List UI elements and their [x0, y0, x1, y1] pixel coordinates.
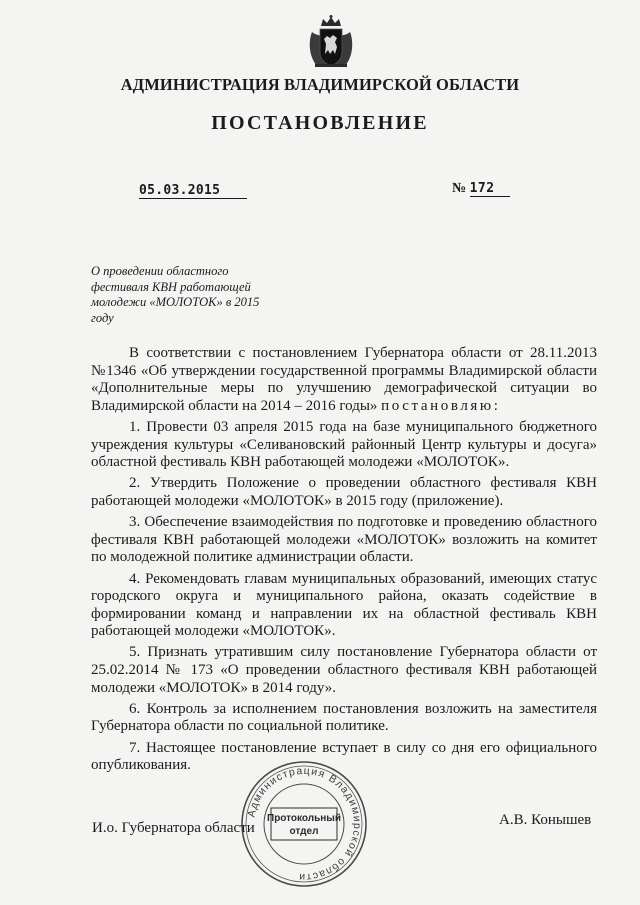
number-prefix: № — [452, 181, 467, 196]
signatory-name: А.В. Конышев — [499, 812, 592, 828]
signatory-title: И.о. Губернатора области — [92, 820, 255, 836]
subject-line: молодежи «МОЛОТОК» в 2015 — [91, 295, 260, 309]
decree-item-4: 4. Рекомендовать главам муниципальных образований, имеющих статус городского округа и муниципального района, оказать содействие в формировании команд и направлении их на областной фестиваль КВН работающей молодежи «МОЛОТОК». — [91, 570, 597, 640]
subject-line: О проведении областного — [91, 264, 229, 278]
decree-item-7: 7. Настоящее постановление вступает в силу со дня его официального опубликования. — [91, 739, 597, 774]
decree-item-5: 5. Признать утратившим силу постановление Губернатора области от 25.02.2014 № 173 «О проведении областного фестиваля КВН работающей молодежи «МОЛОТОК» в 2014 году». — [91, 644, 597, 696]
stamp-ring-text: Администрация Владимирской области — [245, 764, 364, 884]
organization-name: АДМИНИСТРАЦИЯ ВЛАДИМИРСКОЙ ОБЛАСТИ — [120, 75, 520, 94]
coat-of-arms-emblem — [304, 14, 358, 72]
decree-item-3: 3. Обеспечение взаимодействия по подготовке и проведению областного фестиваля КВН работающей молодежи «МОЛОТОК» возложить на комитет по молодежной политике администрации области. — [91, 514, 597, 566]
decree-number: 172 — [470, 181, 510, 197]
stamp-center-text: отдел — [289, 826, 319, 837]
subject-line: году — [91, 310, 114, 325]
decree-number-field — [452, 181, 510, 197]
decree-word: постановляю: — [381, 397, 501, 414]
stamp-center-text: Протокольный — [267, 813, 341, 824]
official-stamp — [238, 758, 370, 890]
decree-item-1: 1. Провести 03 апреля 2015 года на базе муниципального бюджетного учреждения культуры «Селивановский районный Центр культуры и досуга» областной фестиваль КВН работающей молодежи «МОЛОТОК». — [91, 418, 597, 471]
decree-body — [91, 345, 597, 778]
decree-date: 05.03.2015 — [139, 183, 247, 199]
subject-line: фестиваля КВН работающей — [91, 279, 251, 294]
decree-subject — [91, 264, 296, 326]
preamble-text: В соответствии с постановлением Губернатора области от 28.11.2013 №1346 «Об утверждении государственной программы Владимирской области «Дополнительные меры по улучшению демографической ситуации во Владимирской области на 2014 – 2016 годы» — [91, 345, 597, 414]
decree-item-2: 2. Утвердить Положение о проведении областного фестиваля КВН работающей молодежи «МОЛОТОК» в 2015 году (приложение). — [91, 475, 597, 509]
document-type-title: ПОСТАНОВЛЕНИЕ — [211, 112, 429, 134]
decree-item-6: 6. Контроль за исполнением постановления возложить на заместителя Губернатора области по социальной политике. — [91, 700, 597, 735]
preamble-paragraph — [91, 345, 597, 415]
